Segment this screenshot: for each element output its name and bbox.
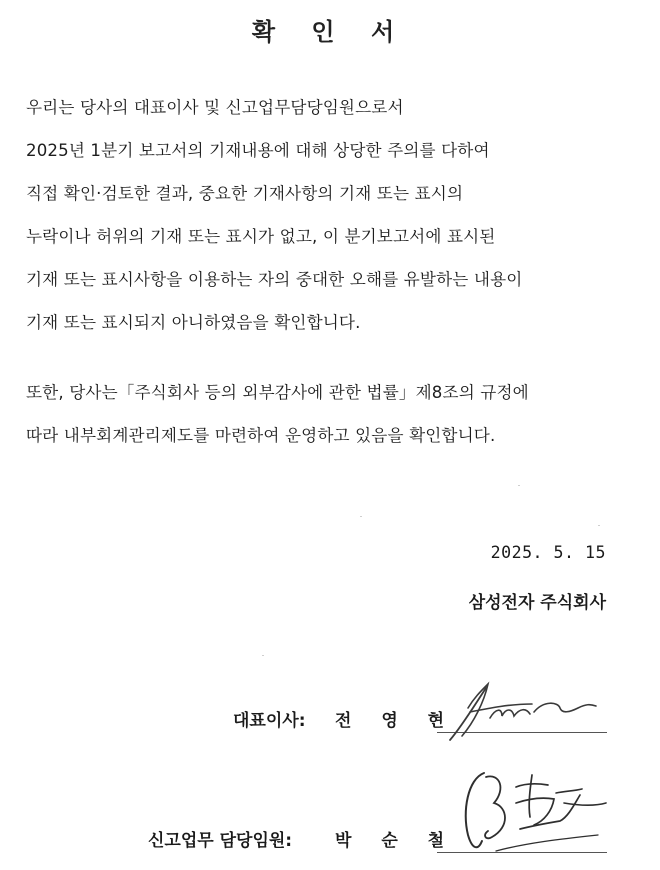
paragraph-line: 2025년 1분기 보고서의 기재내용에 대해 상당한 주의를 다하여 <box>26 141 490 160</box>
signature-row-officer <box>0 800 660 860</box>
scan-speck <box>518 485 520 486</box>
paragraph-line: 또한, 당사는「주식회사 등의 외부감사에 관한 법률」제8조의 규정에 <box>26 383 529 402</box>
paragraph-line: 누락이나 허위의 기재 또는 표시가 없고, 이 분기보고서에 표시된 <box>26 227 496 246</box>
company-name: 삼성전자 주식회사 <box>468 593 606 613</box>
paragraph-line: 직접 확인·검토한 결과, 중요한 기재사항의 기재 또는 표시의 <box>26 184 464 203</box>
paragraph-line: 기재 또는 표시되지 아니하였음을 확인합니다. <box>26 313 361 332</box>
signature-row-ceo <box>0 690 660 750</box>
confirmation-paragraph <box>26 96 641 354</box>
signatory-name: 전 영 현 <box>335 711 457 731</box>
handwritten-signature <box>440 678 600 758</box>
document-title: 확 인 서 <box>251 18 409 46</box>
scan-speck <box>598 525 600 526</box>
scan-speck <box>262 655 264 656</box>
document-date: 2025. 5. 15 <box>490 543 606 562</box>
signatory-role: 대표이사: <box>233 711 306 731</box>
signatory-name: 박 순 철 <box>335 831 457 851</box>
paragraph-line: 따라 내부회계관리제도를 마련하여 운영하고 있음을 확인합니다. <box>26 426 496 445</box>
paragraph-line: 우리는 당사의 대표이사 및 신고업무담당임원으로서 <box>26 98 404 117</box>
handwritten-signature <box>456 765 616 860</box>
internal-control-paragraph <box>26 381 641 467</box>
paragraph-line: 기재 또는 표시사항을 이용하는 자의 중대한 오해를 유발하는 내용이 <box>26 270 523 289</box>
scan-speck <box>360 516 362 517</box>
signatory-role: 신고업무 담당임원: <box>148 831 293 851</box>
